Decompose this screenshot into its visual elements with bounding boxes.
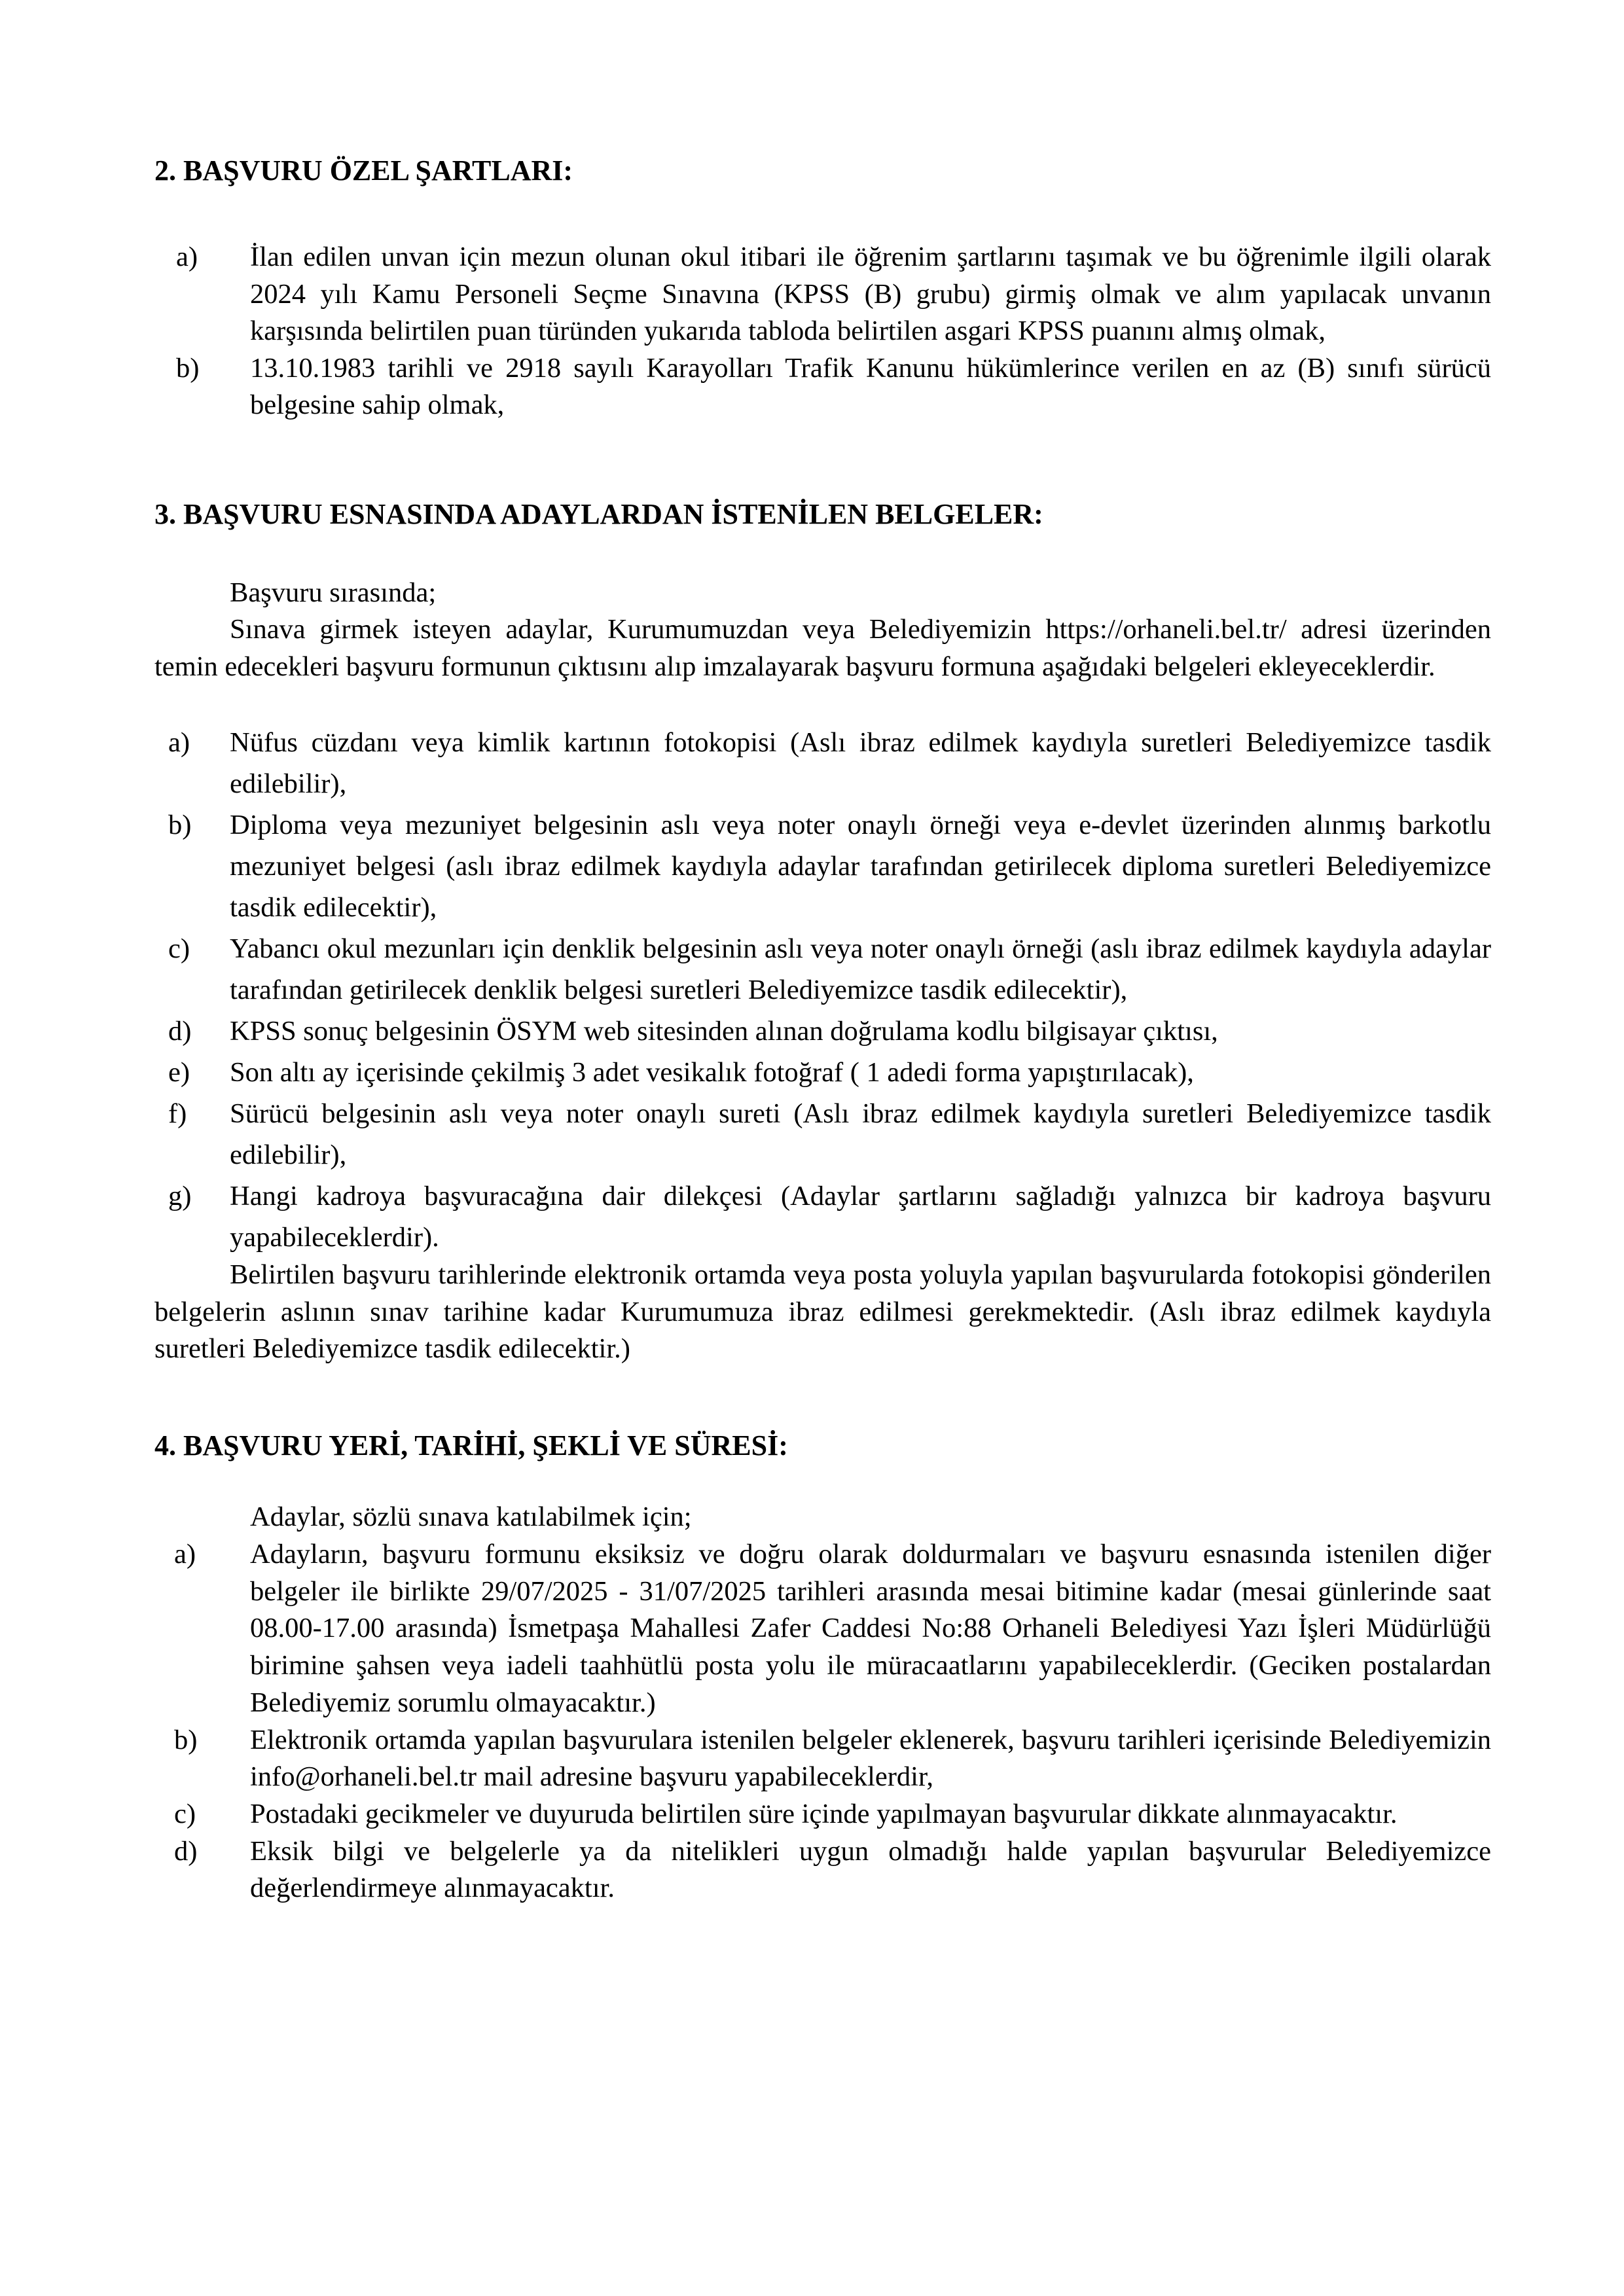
list-item-text: Yabancı okul mezunları için denklik belgesinin aslı veya noter onaylı örneği (aslı ibraz edilmek kaydıyla adaylar tarafından getirilecek denklik belgesi suretleri Belediyemizce tasdik edilecektir), bbox=[230, 933, 1491, 1005]
list-item bbox=[168, 722, 1491, 804]
list-marker: g) bbox=[168, 1181, 192, 1211]
list-item-text: 13.10.1983 tarihli ve 2918 sayılı Karayolları Trafik Kanunu hükümlerince verilen en az (B) sınıfı sürücü belgesine sahip olmak, bbox=[250, 352, 1491, 421]
list-item-text: Diploma veya mezuniyet belgesinin aslı veya noter onaylı örneği veya e-devlet üzerinden alınmış barkotlu mezuniyet belgesi (aslı ibraz edilmek kaydıyla adaylar tarafından getirilecek diploma suretleri Belediyemizce tasdik edilecektir), bbox=[230, 810, 1491, 923]
list-item bbox=[168, 1175, 1491, 1258]
list-item-text: Postadaki gecikmeler ve duyuruda belirtilen süre içinde yapılmayan başvurular dikkate alınmayacaktır. bbox=[250, 1798, 1398, 1829]
list-item bbox=[168, 928, 1491, 1011]
list-item bbox=[168, 804, 1491, 928]
list-item-text: Adayların, başvuru formunu eksiksiz ve doğru olarak doldurmaları ve başvuru esnasında istenilen diğer belgeler ile birlikte 29/07/2025 - 31/07/2025 tarihleri arasında mesai bitimine kadar (mesai günlerinde saat 08.00-17.00 arasında) İsmetpaşa Mahallesi Zafer Caddesi No:88 Orhaneli Belediyesi Yazı İşleri Müdürlüğü birimine şahsen veya iadeli taahhütlü posta yolu ile müracaatlarını yapabileceklerdir. (Geciken postalardan Belediyemiz sorumlu olmayacaktır.) bbox=[250, 1539, 1491, 1718]
list-marker: a) bbox=[176, 242, 198, 272]
list-item bbox=[168, 1093, 1491, 1175]
section-4-heading: 4. BAŞVURU YERİ, TARİHİ, ŞEKLİ VE SÜRESİ: bbox=[154, 1429, 788, 1462]
list-item-text: Son altı ay içerisinde çekilmiş 3 adet vesikalık fotoğraf ( 1 adedi forma yapıştırılacak), bbox=[230, 1057, 1194, 1088]
list-item bbox=[168, 1052, 1491, 1093]
section-3-heading: 3. BAŞVURU ESNASINDA ADAYLARDAN İSTENİLEN BELGELER: bbox=[154, 498, 1043, 530]
list-item bbox=[176, 239, 1491, 350]
list-item bbox=[168, 1011, 1491, 1052]
list-item-text: Sürücü belgesinin aslı veya noter onaylı sureti (Aslı ibraz edilmek kaydıyla suretleri Belediyemizce tasdik edilebilir), bbox=[230, 1098, 1491, 1170]
list-item-text: İlan edilen unvan için mezun olunan okul itibari ile öğrenim şartlarını taşımak ve bu öğrenimle ilgili olarak 2024 yılı Kamu Personeli Seçme Sınavına (KPSS (B) grubu) girmiş olmak ve alım yapılacak unvanın karşısında belirtilen puan türünden yukarıda tabloda belirtilen asgari KPSS puanını almış olmak, bbox=[250, 242, 1491, 347]
list-marker: b) bbox=[176, 352, 200, 384]
section-4-list bbox=[174, 1536, 1491, 1907]
section-2-heading: 2. BAŞVURU ÖZEL ŞARTLARI: bbox=[154, 154, 573, 187]
list-item-text: Eksik bilgi ve belgelerle ya da nitelikleri uygun olmadığı halde yapılan başvurular Belediyemizce değerlendirmeye alınmayacaktır. bbox=[250, 1835, 1491, 1904]
list-item-text: KPSS sonuç belgesinin ÖSYM web sitesinden alınan doğrulama kodlu bilgisayar çıktısı, bbox=[230, 1016, 1218, 1047]
section-3-intro-paragraph: Sınava girmek isteyen adaylar, Kurumumuzdan veya Belediyemizin https://orhaneli.bel.tr/ adresi üzerinden temin edecekleri başvuru formunun çıktısını alıp imzalayarak başvuru formuna aşağıdaki belgeleri ekleyeceklerdir. bbox=[154, 614, 1491, 682]
list-marker: a) bbox=[168, 727, 190, 758]
section-3-list bbox=[168, 722, 1491, 1258]
list-marker: c) bbox=[168, 933, 190, 964]
list-item bbox=[174, 1722, 1491, 1796]
list-item bbox=[174, 1833, 1491, 1907]
list-marker: c) bbox=[174, 1798, 196, 1829]
list-marker: a) bbox=[174, 1539, 196, 1570]
list-marker: b) bbox=[168, 810, 192, 840]
section-3-intro-line: Başvuru sırasında; bbox=[230, 577, 437, 608]
list-marker: f) bbox=[168, 1098, 187, 1129]
list-marker: e) bbox=[168, 1057, 190, 1088]
section-3-closing-paragraph: Belirtilen başvuru tarihlerinde elektronik ortamda veya posta yoluyla yapılan başvurularda fotokopisi gönderilen belgelerin aslının sınav tarihine kadar Kurumumuza ibraz edilmesi gerekmektedir. (Aslı ibraz edilmek kaydıyla suretleri Belediyemizce tasdik edilecektir.) bbox=[154, 1259, 1491, 1364]
section-4-intro-line: Adaylar, sözlü sınava katılabilmek için; bbox=[250, 1501, 692, 1532]
list-item bbox=[174, 1536, 1491, 1722]
list-marker: b) bbox=[174, 1724, 198, 1755]
list-item-text: Elektronik ortamda yapılan başvurulara istenilen belgeler eklenerek, başvuru tarihleri içerisinde Belediyemizin info@orhaneli.bel.tr mail adresine başvuru yapabileceklerdir, bbox=[250, 1724, 1491, 1793]
list-item bbox=[174, 1796, 1491, 1833]
list-marker: d) bbox=[168, 1016, 192, 1047]
list-item-text: Hangi kadroya başvuracağına dair dilekçesi (Adaylar şartlarını sağladığı yalnızca bir kadroya başvuru yapabileceklerdir). bbox=[230, 1181, 1491, 1253]
list-marker: d) bbox=[174, 1835, 198, 1867]
list-item bbox=[176, 350, 1491, 424]
list-item-text: Nüfus cüzdanı veya kimlik kartının fotokopisi (Aslı ibraz edilmek kaydıyla suretleri Belediyemizce tasdik edilebilir), bbox=[230, 727, 1491, 799]
section-2-list bbox=[176, 239, 1491, 424]
